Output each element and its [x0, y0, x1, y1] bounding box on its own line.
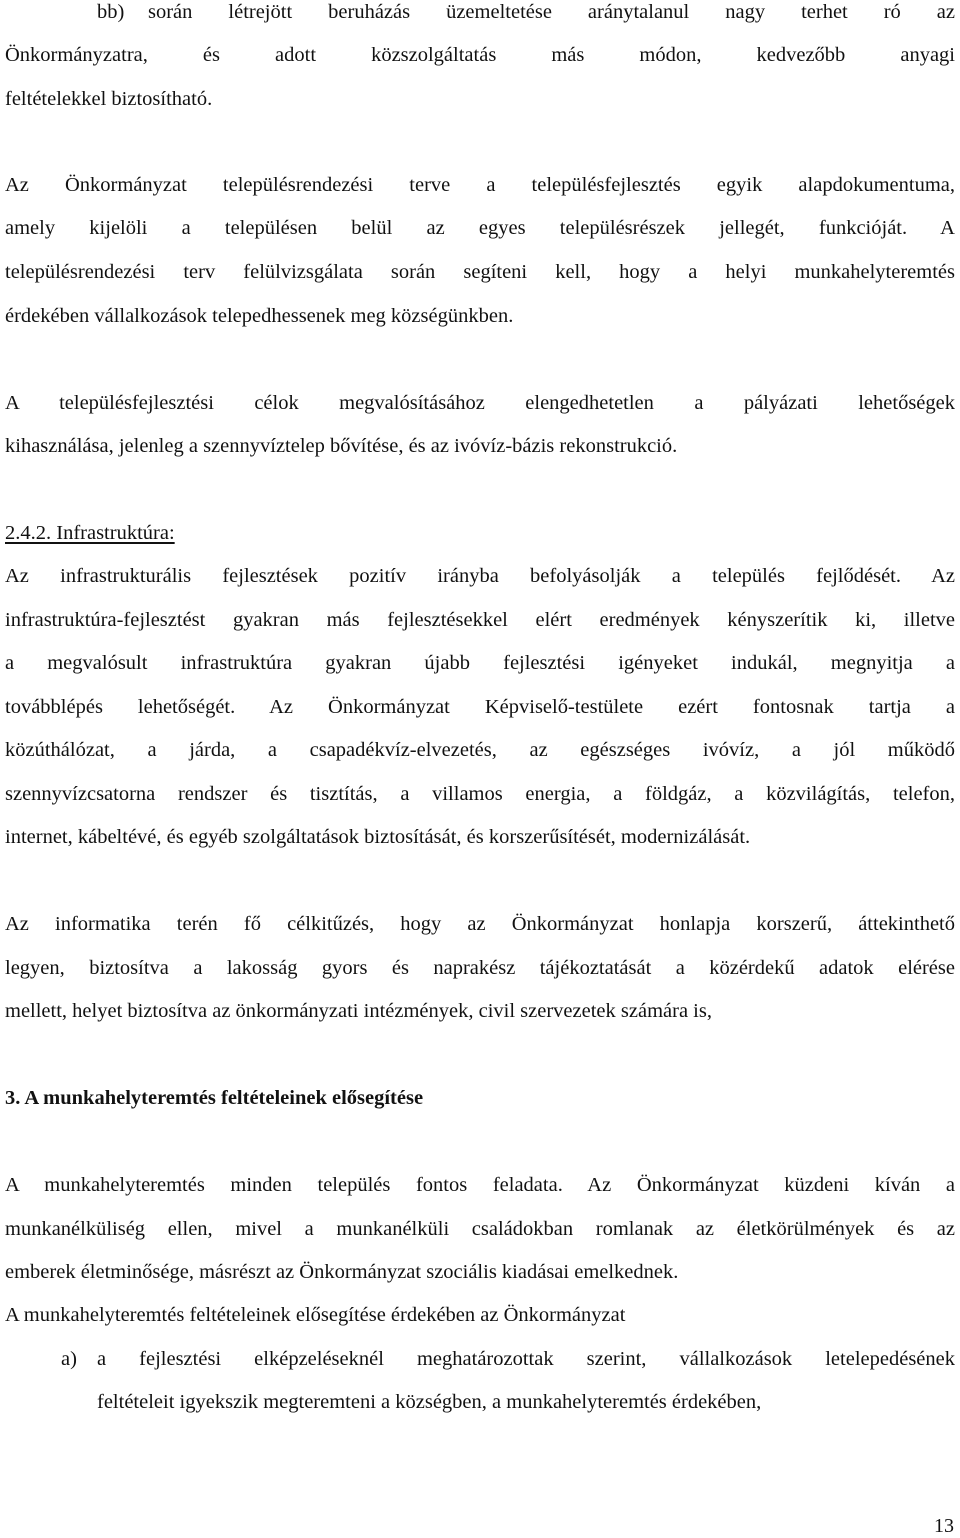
para-rendezesi-line-2: amely kijelöli a településen belül az egyes településrészek jellegét, funkcióját. A: [5, 217, 955, 239]
section-3-line-1: A munkahelyteremtés minden település fontos feladata. Az Önkormányzat küzdeni kíván a: [5, 1174, 955, 1196]
para-rendezesi-line-3: településrendezési terv felülvizsgálata során segíteni kell, hogy a helyi munkahelyteremtés: [5, 261, 955, 283]
section-242-line-2: infrastruktúra-fejlesztést gyakran más fejlesztésekkel elért eredmények kényszerítik ki, illetve: [5, 609, 955, 631]
para-informatika-line-3: mellett, helyet biztosítva az önkormányzati intézmények, civil szervezetek számára is,: [5, 1000, 712, 1022]
list-bb-line-3: feltételekkel biztosítható.: [5, 88, 213, 110]
section-242-line-3: a megvalósult infrastruktúra gyakran újabb fejlesztési igényeket indukál, megnyitja a: [5, 652, 955, 674]
section-242-heading: [5, 521, 175, 545]
para-celok-line-2: kihasználása, jelenleg a szennyvíztelep bővítése, és az ivóvíz-bázis rekonstrukció.: [5, 435, 678, 457]
list-marker-bb: bb): [97, 1, 125, 23]
list-marker-a: a): [61, 1348, 77, 1370]
section-242-line-4: továbblépés lehetőségét. Az Önkormányzat Képviselő-testülete ezért fontosnak tartja a: [5, 696, 955, 718]
list-bb-line-1: során létrejött beruházás üzemeltetése aránytalanul nagy terhet ró az: [148, 1, 955, 23]
section-3-line-2: munkanélküliség ellen, mivel a munkanélküli családokban romlanak az életkörülmények és az: [5, 1218, 955, 1240]
page-number: 13: [934, 1515, 954, 1537]
section-242-heading-text: 2.4.2. Infrastruktúra:: [5, 522, 175, 544]
section-3-heading: 3. A munkahelyteremtés feltételeinek elősegítése: [5, 1087, 424, 1109]
para-rendezesi-line-4: érdekében vállalkozások telepedhessenek meg községünkben.: [5, 305, 514, 327]
para-informatika-line-1: Az informatika terén fő célkitűzés, hogy az Önkormányzat honlapja korszerű, áttekinthető: [5, 913, 955, 935]
list-bb-line-2: Önkormányzatra, és adott közszolgáltatás más módon, kedvezőbb anyagi: [5, 44, 955, 66]
section-3-line-4: A munkahelyteremtés feltételeinek elősegítése érdekében az Önkormányzat: [5, 1304, 626, 1326]
section-242-line-1: Az infrastrukturális fejlesztések pozitív irányba befolyásolják a település fejlődését. Az: [5, 565, 955, 587]
para-celok-line-1: A településfejlesztési célok megvalósításához elengedhetetlen a pályázati lehetőségek: [5, 392, 955, 414]
list-a-line-1: a fejlesztési elképzeléseknél meghatározottak szerint, vállalkozások letelepedésének: [97, 1348, 955, 1370]
section-3-line-3: emberek életminősége, másrészt az Önkormányzat szociális kiadásai emelkednek.: [5, 1261, 679, 1283]
section-242-line-5: közúthálózat, a járda, a csapadékvíz-elvezetés, az egészséges ivóvíz, a jól működő: [5, 739, 955, 761]
list-a-line-2: feltételeit igyekszik megteremteni a községben, a munkahelyteremtés érdekében,: [97, 1391, 762, 1413]
para-informatika-line-2: legyen, biztosítva a lakosság gyors és naprakész tájékoztatását a közérdekű adatok elérése: [5, 957, 955, 979]
section-242-line-6: szennyvízcsatorna rendszer és tisztítás, a villamos energia, a földgáz, a közvilágítás, telefon,: [5, 783, 955, 805]
section-242-line-7: internet, kábeltévé, és egyéb szolgáltatások biztosítását, és korszerűsítését, modernizálását.: [5, 826, 751, 848]
para-rendezesi-line-1: Az Önkormányzat településrendezési terve a településfejlesztés egyik alapdokumentuma,: [5, 174, 955, 196]
